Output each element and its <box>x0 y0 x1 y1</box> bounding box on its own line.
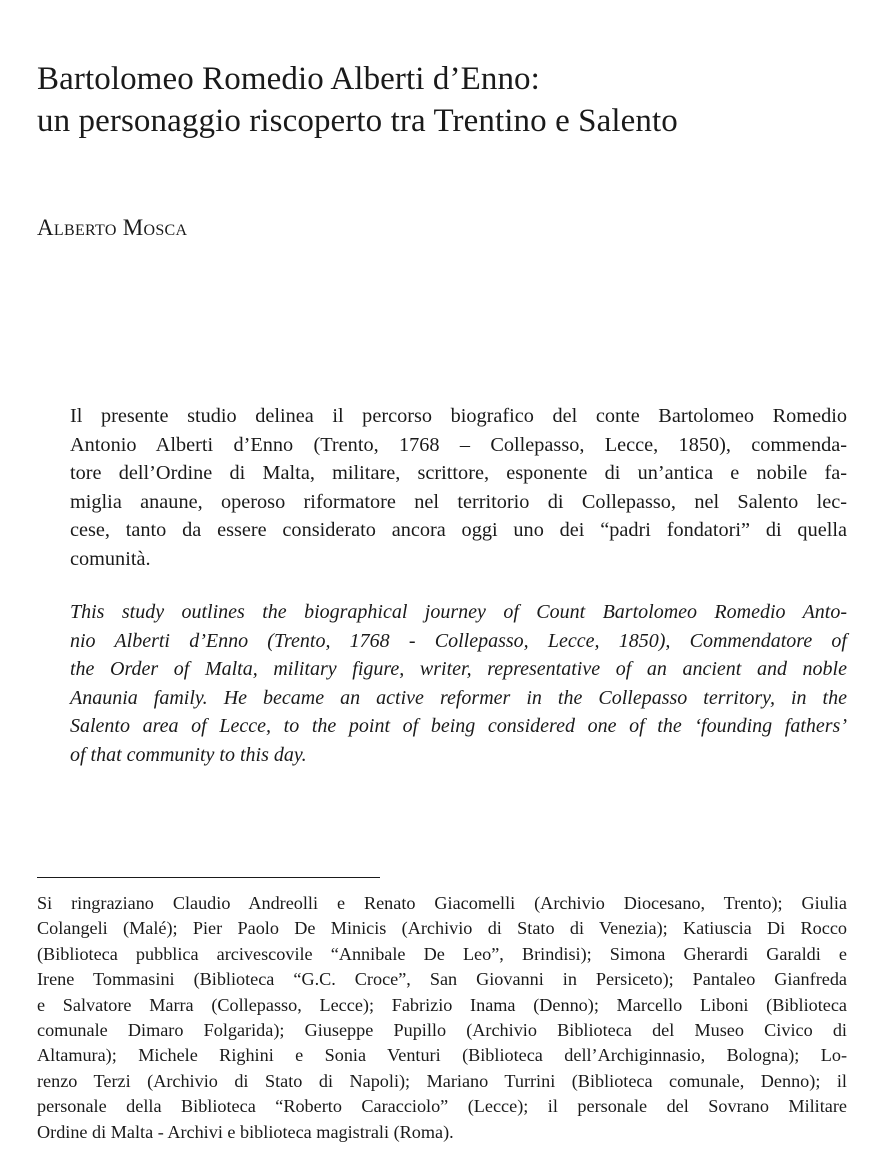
abstract-english-line: Anaunia family. He became an active reformer in the Collepasso territory, in the <box>70 686 847 709</box>
article-title <box>37 58 857 142</box>
author-name: Alberto Mosca <box>37 215 188 240</box>
footnote-line: Ordine di Malta - Archivi e biblioteca magistrali (Roma). <box>37 1121 454 1142</box>
abstract-english-line: This study outlines the biographical journey of Count Bartolomeo Romedio Anto- <box>70 601 847 623</box>
footnote-line: comunale Dimaro Folgarida); Giuseppe Pupillo (Archivio Biblioteca del Museo Civico di <box>37 1020 847 1041</box>
footnote-line: e Salvatore Marra (Collepasso, Lecce); Fabrizio Inama (Denno); Marcello Liboni (Biblioteca <box>37 994 847 1015</box>
footnote-separator <box>37 877 380 878</box>
abstract-english <box>70 598 847 770</box>
abstract-italian-line: Antonio Alberti d’Enno (Trento, 1768 – Collepasso, Lecce, 1850), commenda- <box>70 433 847 456</box>
abstract-italian <box>70 402 847 574</box>
footnote-line: Colangeli (Malé); Pier Paolo De Minicis (Archivio di Stato di Venezia); Katiuscia Di Rocco <box>37 918 847 939</box>
footnote-acknowledgements <box>37 891 847 1145</box>
footnote-line: (Biblioteca pubblica arcivescovile “Annibale De Leo”, Brindisi); Simona Gherardi Garaldi e <box>37 943 847 964</box>
footnote-line: Irene Tommasini (Biblioteca “G.C. Croce”, San Giovanni in Persiceto); Pantaleo Gianfreda <box>37 969 847 990</box>
abstract-italian-line: cese, tanto da essere considerato ancora oggi uno dei “padri fondatori” di quella <box>70 519 847 542</box>
article-title-line-2: un personaggio riscoperto tra Trentino e Salento <box>37 103 678 139</box>
abstract-italian-line: tore dell’Ordine di Malta, militare, scrittore, esponente di un’antica e nobile fa- <box>70 462 847 485</box>
abstract-italian-line: miglia anaune, operoso riformatore nel territorio di Collepasso, nel Salento lec- <box>70 490 847 513</box>
abstract-italian-line: Il presente studio delinea il percorso biografico del conte Bartolomeo Romedio <box>70 405 847 427</box>
abstract-english-line: nio Alberti d’Enno (Trento, 1768 - Collepasso, Lecce, 1850), Commendatore of <box>70 629 847 652</box>
abstract-english-line: Salento area of Lecce, to the point of being considered one of the ‘founding fathers’ <box>70 715 847 738</box>
footnote-line: Altamura); Michele Righini e Sonia Venturi (Biblioteca dell’Archiginnasio, Bologna); Lo- <box>37 1045 847 1066</box>
footnote-line: personale della Biblioteca “Roberto Caracciolo” (Lecce); il personale del Sovrano Militare <box>37 1096 847 1117</box>
abstract-english-line: of that community to this day. <box>70 743 307 766</box>
abstract-english-line: the Order of Malta, military figure, writer, representative of an ancient and noble <box>70 658 847 681</box>
footnote-line: Si ringraziano Claudio Andreolli e Renato Giacomelli (Archivio Diocesano, Trento); Giulia <box>37 893 847 913</box>
article-title-line-1: Bartolomeo Romedio Alberti d’Enno: <box>37 61 540 97</box>
abstract-italian-line: comunità. <box>70 547 151 570</box>
footnote-line: renzo Terzi (Archivio di Stato di Napoli); Mariano Turrini (Biblioteca comunale, Denno); il <box>37 1070 847 1091</box>
